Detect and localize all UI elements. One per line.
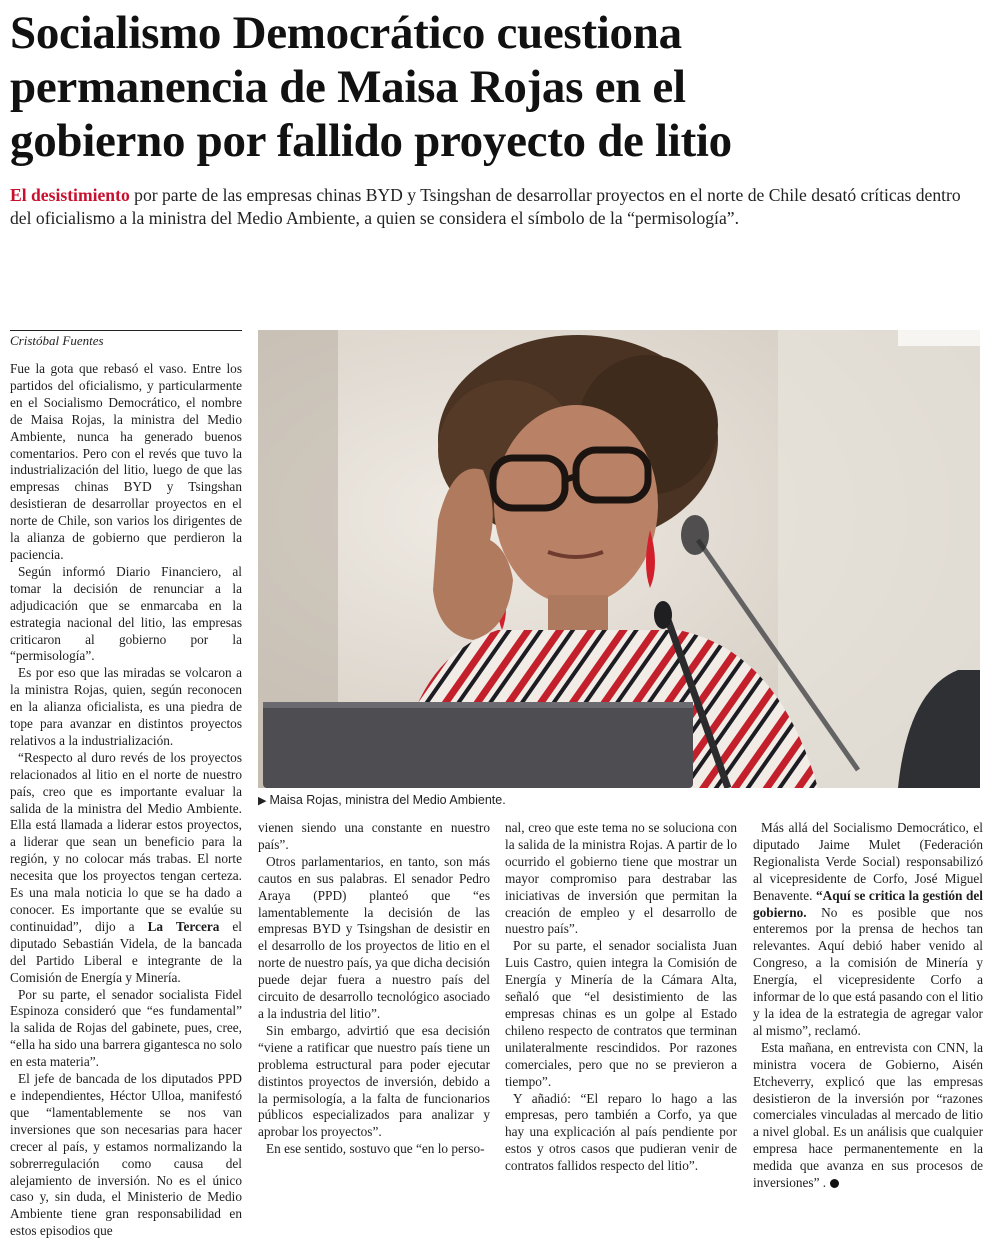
paragraph-text: Más allá del Socialismo Democrático, el diputado Jaime Mulet (Federación Regionalista Verde Social) responsabilizó al vicepresidente de Corfo, José Miguel Benavente. [753,820,983,903]
paragraph: Por su parte, el senador socialista Fidel Espinoza consideró que “es fundamental” la salida de Rojas del gabinete, pues, cree, “ella ha sido una barrera gigantesca no solo en esta materia”. [10,986,242,1070]
paragraph: Y añadió: “El reparo lo hago a las empresas, pero también a Corfo, ya que hay una explicación al país pendiente por estos y otros casos que pudieran venir de contratos fallidos respecto del litio”. [505,1090,737,1174]
article-column-4 [753,820,983,1192]
article-column-2 [258,820,490,1158]
paragraph: Fue la gota que rebasó el vaso. Entre los partidos del oficialismo, y particularmente en el Socialismo Democrático, el nombre de Maisa Rojas, la ministra del Medio Ambiente, nunca ha generado buenos comentarios. Pero con el revés que tuvo la industrialización del litio, luego de que las empresas chinas BYD y Tsingshan desistieran de desarrollar proyectos en el norte de Chile, son varios los dirigentes de la alianza de gobierno que perdieron la paciencia. [10,361,242,562]
paragraph-text: el diputado Sebastián Videla, de la bancada del Partido Liberal e integrante de la Comisión de Energía y Minería. [10,918,242,985]
paragraph: Es por eso que las miradas se volcaron a la ministra Rojas, quien, según reconocen en la alianza oficialista, es una piedra de tope para avanzar en distintos proyectos relativos a la industrialización. [10,665,242,748]
headline-line-1: Socialismo Democrático cuestiona [10,7,682,59]
paragraph: Según informó Diario Financiero, al tomar la decisión de renunciar a la adjudicación que se enmarcaba en la estrategia nacional del litio, las empresas criticaron al gobierno por la “permisología”. [10,563,242,664]
paragraph: nal, creo que este tema no se soluciona con la salida de la ministra Rojas. A partir de lo ocurrido el gobierno tiene que mostrar un mayor compromiso para destrabar las iniciativas de inversión que permitan la creación de empleo y el desarrollo de nuestro país”. [505,820,737,937]
highlighted-quote: “Aquí se critica la gestión del gobierno. [753,887,983,920]
paragraph [753,820,983,1040]
photo-illustration [258,330,980,788]
lead-paragraph [10,184,985,230]
article-photo [258,330,980,788]
lead-text: por parte de las empresas chinas BYD y Tsingshan de desarrollar proyectos en el norte de Chile desató críticas dentro del oficialismo a la ministra del Medio Ambiente, a quien se considera el símbolo de la “permisología”. [10,185,961,228]
headline-line-2: permanencia de Maisa Rojas en el [10,61,686,113]
end-of-article-icon [830,1179,839,1188]
triangle-right-icon: ▶ [258,795,267,807]
paragraph: vienen siendo una constante en nuestro país”. [258,820,490,852]
paragraph-text: Esta mañana, en entrevista con CNN, la ministra vocera de Gobierno, Aisén Etcheverry, explicó que las empresas desistieron de la inversión por “razones comerciales vinculadas al mercado de litio a nivel global. Es un análisis que cualquier empresa hace permanentemente en la medida que avanza en sus procesos de inversiones” . [753,1039,983,1191]
paragraph: En ese sentido, sostuvo que “en lo perso- [266,1141,485,1157]
paragraph: El jefe de bancada de los diputados PPD e independientes, Héctor Ulloa, manifestó que “lamentablemente se nos van inversiones que son necesarias para hacer crecer al país, y estamos normalizando la sobrerregulación como causa del alejamiento de inversión. No es el único caso y, sin duda, el Ministerio de Medio Ambiente tiene gran responsabilidad en estos episodios que [10,1071,242,1239]
paragraph [753,1040,983,1192]
byline: Cristóbal Fuentes [10,333,104,348]
publication-name: La Tercera [147,918,220,934]
article-column-1 [10,361,242,1240]
paragraph-text: “Respecto al duro revés de los proyectos relacionados al litio en el norte de nuestro país, creo que es importante evaluar la salida de la ministra del Medio Ambiente. Ella está llamada a liderar estos proyectos, a liderar que sean un beneficio para la región, y no colocar más trabas. El norte necesita que los proyectos tengan certeza. Es una mala noticia lo que se ha dado a conocer. Es importante que se evalúe su continuidad”, dijo a [10,749,242,934]
article-column-3 [505,820,737,1175]
paragraph [10,750,242,987]
headline [10,6,990,168]
photo-caption-text: Maisa Rojas, ministra del Medio Ambiente. [269,793,506,807]
lead-kicker: El desistimiento [10,185,130,205]
paragraph: Otros parlamentarios, en tanto, son más cautos en sus palabras. El senador Pedro Araya (PPD) planteó que “es lamentablemente la decisión de las empresas BYD y Tsingshan de desistir en el desarrollo de los proyectos de litio en el norte de nuestro país, ya que dicha decisión puede dejar fuera a nuestro país del circuito de desarrollo tecnológico asociado a la industria del litio”. [258,853,490,1021]
paragraph: Sin embargo, advirtió que esa decisión “viene a ratificar que nuestro país tiene un problema estructural para poder ejecutar distintos proyectos de inversión, debido a la permisología, a la falta de funcionarios públicos especializados para analizar y aprobar los proyectos”. [258,1022,490,1140]
byline-rule [10,330,242,331]
paragraph-text: No es posible que nos enteremos por la prensa de hechos tan relevantes. Aquí debió haber venido al Congreso, a la comisión de Minería y Energía, el vicepresidente Corfo a informar de lo que está pasando con el litio y la idea de la estrategia de agregar valor al mismo”, reclamó. [753,904,983,1038]
headline-line-3: gobierno por fallido proyecto de litio [10,115,732,167]
paragraph: Por su parte, el senador socialista Juan Luis Castro, quien integra la Comisión de Energía y Minería de la Cámara Alta, señaló que “el desistimiento de las empresas chinas es un golpe al Estado chileno respecto de contratos que terminan unilateralmente rescindidos. Por razones comerciales, pero que no se previeron a tiempo”. [505,938,737,1089]
photo-caption [258,793,506,807]
